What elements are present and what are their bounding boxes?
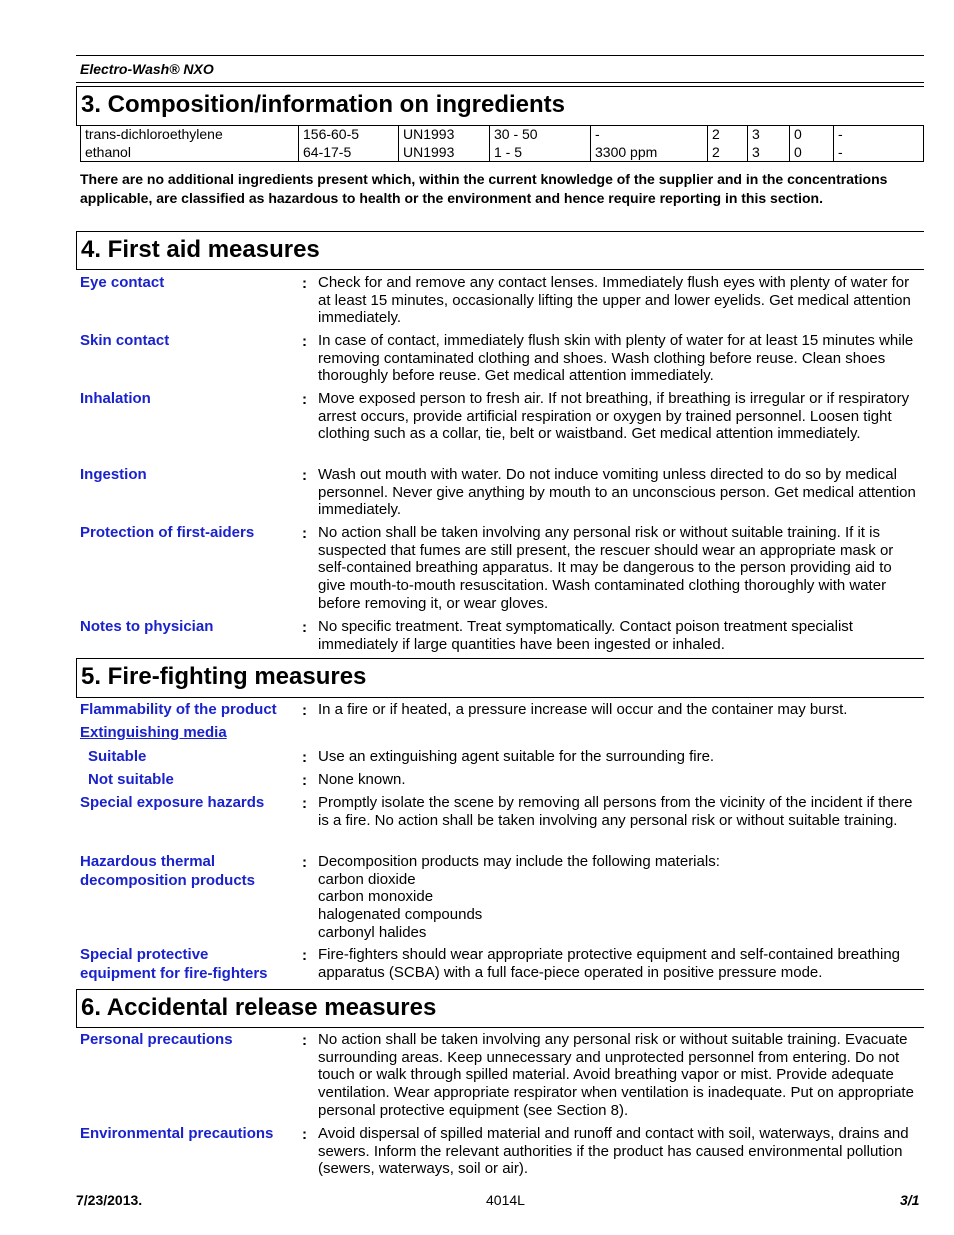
colon: : xyxy=(302,772,307,789)
notes-physician-text: No specific treatment. Treat symptomatically. Contact poison treatment specialist immediately if large quantities have been ingested or inhaled. xyxy=(318,618,853,653)
notes-physician-label: Notes to physician xyxy=(80,618,214,635)
ingestion-text: Wash out mouth with water. Do not induce vomiting unless directed to do so by medical personnel. Never give anything by mouth to an unconscious person. Get medical attention immediately. xyxy=(318,466,916,519)
not-suitable-label: Not suitable xyxy=(88,771,174,788)
special-exposure-text: Promptly isolate the scene by removing all persons from the vicinity of the incident if there is a fire. No action shall be taken involving any personal risk or without suitable training. xyxy=(318,794,913,829)
colon: : xyxy=(302,795,307,812)
ingredient-name: ethanol xyxy=(81,143,299,162)
section-5-title: 5. Fire-fighting measures xyxy=(81,663,367,690)
thermal-label-line: Hazardous thermal xyxy=(80,853,216,870)
cas-number: 156-60-5 xyxy=(299,125,399,143)
colon: : xyxy=(302,749,307,766)
section-6-header xyxy=(76,989,924,1028)
eye-contact-label: Eye contact xyxy=(80,274,165,291)
colon: : xyxy=(302,619,307,636)
un-number: UN1993 xyxy=(399,125,490,143)
section-5-header xyxy=(76,658,924,698)
section-4-header xyxy=(76,231,924,270)
protective-label-line: Special protective xyxy=(80,946,209,963)
ingredients-table xyxy=(80,125,924,162)
list-item: carbon dioxide xyxy=(318,870,416,888)
special-protective-label xyxy=(80,946,295,983)
personal-precautions-text: No action shall be taken involving any personal risk or without suitable training. Evacuate surrounding areas. Keep unnecessary and unprotected personnel from entering. Do not touch or walk through spilled material. Avoid breathing vapor or mist. Provide adequate ventilation. Wear appropriate respirator when ventilation is inadequate. Put on appropriate personal protective equipment (see Section 8). xyxy=(318,1031,914,1119)
thermal-decomposition-list xyxy=(318,853,922,942)
ingredient-name: trans-dichloroethylene xyxy=(81,125,299,143)
colon: : xyxy=(302,467,307,484)
section-6-title: 6. Accidental release measures xyxy=(81,994,437,1021)
colon: : xyxy=(302,525,307,542)
personal-precautions-label: Personal precautions xyxy=(80,1031,233,1048)
suitable-text: Use an extinguishing agent suitable for the surrounding fire. xyxy=(318,748,715,765)
percent: 1 - 5 xyxy=(490,143,591,162)
extinguishing-media-link[interactable]: Extinguishing media xyxy=(80,724,227,741)
flammability-text: In a fire or if heated, a pressure increase will occur and the container may burst. xyxy=(318,701,848,718)
flammability-rating: 3 xyxy=(748,125,790,143)
colon: : xyxy=(302,275,307,292)
percent: 30 - 50 xyxy=(490,125,591,143)
footer-date: 7/23/2013. xyxy=(76,1192,143,1208)
ingredients-note: There are no additional ingredients present which, within the current knowledge of the supplier and in the concentrations applicable, are classified as hazardous to health or the environment and hence require reporting in this section. xyxy=(80,171,888,206)
colon: : xyxy=(302,1126,307,1143)
page-number: 3/1 xyxy=(900,1192,920,1208)
environmental-precautions-label: Environmental precautions xyxy=(80,1125,274,1142)
protection-first-aiders-label: Protection of first-aiders xyxy=(80,524,255,541)
colon: : xyxy=(302,391,307,408)
special-rating: - xyxy=(834,125,924,143)
table-row xyxy=(81,143,924,162)
eye-contact-text: Check for and remove any contact lenses. Immediately flush eyes with plenty of water for at least 15 minutes, occasionally lifting the upper and lower eyelids. Get medical attention immediately. xyxy=(318,274,911,327)
flammability-label: Flammability of the product xyxy=(80,701,277,718)
footer-code: 4014L xyxy=(486,1192,525,1208)
suitable-label: Suitable xyxy=(88,748,147,765)
list-item: carbon monoxide xyxy=(318,888,434,906)
un-number: UN1993 xyxy=(399,143,490,162)
colon: : xyxy=(302,333,307,350)
special-exposure-label: Special exposure hazards xyxy=(80,794,265,811)
document-header xyxy=(76,55,924,83)
exposure-limit: - xyxy=(591,125,708,143)
health-rating: 2 xyxy=(708,125,748,143)
colon: : xyxy=(302,947,307,964)
list-item: Decomposition products may include the following materials: xyxy=(318,853,720,870)
skin-contact-text: In case of contact, immediately flush skin with plenty of water for at least 15 minutes while removing contaminated clothing and shoes. Wash clothing before reuse. Clean shoes thoroughly before reuse. Get medical attention immediately. xyxy=(318,332,914,385)
section-3-header xyxy=(76,86,924,126)
not-suitable-text: None known. xyxy=(318,771,406,788)
inhalation-text: Move exposed person to fresh air. If not breathing, if breathing is irregular or if respiratory arrest occurs, provide artificial respiration or oxygen by trained personnel. Loosen tight clothing such as a collar, tie, belt or waistband. Get medical attention immediately. xyxy=(318,390,910,443)
list-item: carbonyl halides xyxy=(318,923,427,941)
protective-label-line: equipment for fire-fighters xyxy=(80,964,268,982)
reactivity-rating: 0 xyxy=(790,125,834,143)
colon: : xyxy=(302,1032,307,1049)
section-4-title: 4. First aid measures xyxy=(81,236,320,263)
thermal-label-line: decomposition products xyxy=(80,871,256,889)
special-protective-text: Fire-fighters should wear appropriate protective equipment and self-contained breathing apparatus (SCBA) with a full face-piece operated in positive pressure mode. xyxy=(318,946,901,981)
health-rating: 2 xyxy=(708,143,748,162)
cas-number: 64-17-5 xyxy=(299,143,399,162)
ingestion-label: Ingestion xyxy=(80,466,147,483)
skin-contact-label: Skin contact xyxy=(80,332,170,349)
exposure-limit: 3300 ppm xyxy=(591,143,708,162)
section-3-title: 3. Composition/information on ingredients xyxy=(81,91,565,118)
colon: : xyxy=(302,702,307,719)
table-row xyxy=(81,125,924,143)
colon: : xyxy=(302,854,307,871)
flammability-rating: 3 xyxy=(748,143,790,162)
product-name: Electro-Wash® NXO xyxy=(80,61,214,77)
inhalation-label: Inhalation xyxy=(80,390,151,407)
thermal-decomposition-label xyxy=(80,853,295,890)
special-rating: - xyxy=(834,143,924,162)
environmental-precautions-text: Avoid dispersal of spilled material and runoff and contact with soil, waterways, drains and sewers. Inform the relevant authorities if the product has caused environmental pollution (sewers, waterways, soil or air). xyxy=(318,1125,909,1178)
reactivity-rating: 0 xyxy=(790,143,834,162)
list-item: halogenated compounds xyxy=(318,906,483,924)
protection-first-aiders-text: No action shall be taken involving any personal risk or without suitable training. If it is suspected that fumes are still present, the rescuer should wear an appropriate mask or self-contained breathing apparatus. It may be dangerous to the person providing aid to give mouth-to-mouth resuscitation. Wash contaminated clothing thoroughly with water before removing it, or wear gloves. xyxy=(318,524,894,612)
